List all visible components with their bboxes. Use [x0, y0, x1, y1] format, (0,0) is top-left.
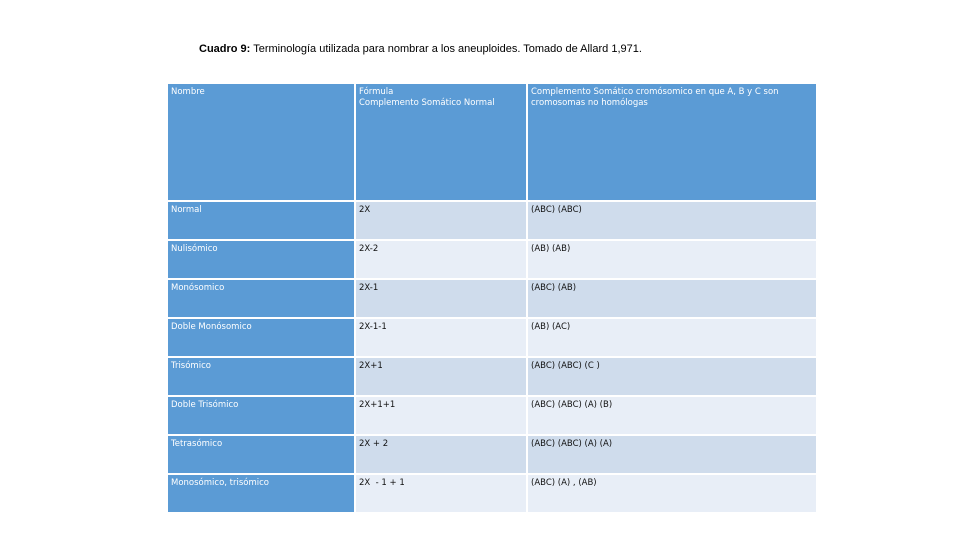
cell-formula: 2X	[356, 202, 528, 241]
cell-nombre: Monosómico, trisómico	[168, 475, 356, 514]
table-row	[168, 241, 816, 280]
table-row	[168, 397, 816, 436]
cell-formula: 2X-1	[356, 280, 528, 319]
caption-text: Terminología utilizada para nombrar a los aneuploides. Tomado de Allard 1,971.	[250, 43, 642, 55]
table-body	[168, 202, 816, 514]
table-header	[168, 84, 816, 202]
caption-label: Cuadro 9:	[199, 43, 251, 55]
cell-formula: 2X + 2	[356, 436, 528, 475]
cell-complemento: (ABC) (ABC) (A) (B)	[528, 397, 816, 436]
cell-formula: 2X+1+1	[356, 397, 528, 436]
table-row	[168, 436, 816, 475]
cell-nombre: Tetrasómico	[168, 436, 356, 475]
cell-nombre: Normal	[168, 202, 356, 241]
header-row	[168, 84, 816, 202]
cell-nombre: Monósomico	[168, 280, 356, 319]
cell-formula: 2X - 1 + 1	[356, 475, 528, 514]
table-row	[168, 319, 816, 358]
cell-complemento: (ABC) (ABC)	[528, 202, 816, 241]
cell-nombre: Trisómico	[168, 358, 356, 397]
header-complemento: Complemento Somático cromósomico en que A, B y C son cromosomas no homólogas	[528, 84, 816, 202]
table-caption	[199, 43, 642, 55]
cell-complemento: (ABC) (ABC) (C )	[528, 358, 816, 397]
cell-nombre: Doble Trisómico	[168, 397, 356, 436]
table-row	[168, 202, 816, 241]
cell-formula: 2X-2	[356, 241, 528, 280]
header-formula: Fórmula Complemento Somático Normal	[356, 84, 528, 202]
aneuploid-terminology-table	[168, 84, 816, 514]
header-nombre: Nombre	[168, 84, 356, 202]
table-row	[168, 280, 816, 319]
cell-complemento: (AB) (AB)	[528, 241, 816, 280]
cell-formula: 2X-1-1	[356, 319, 528, 358]
cell-complemento: (ABC) (AB)	[528, 280, 816, 319]
cell-formula: 2X+1	[356, 358, 528, 397]
cell-nombre: Doble Monósomico	[168, 319, 356, 358]
cell-nombre: Nulisómico	[168, 241, 356, 280]
cell-complemento: (AB) (AC)	[528, 319, 816, 358]
table-row	[168, 475, 816, 514]
cell-complemento: (ABC) (ABC) (A) (A)	[528, 436, 816, 475]
table-row	[168, 358, 816, 397]
cell-complemento: (ABC) (A) , (AB)	[528, 475, 816, 514]
